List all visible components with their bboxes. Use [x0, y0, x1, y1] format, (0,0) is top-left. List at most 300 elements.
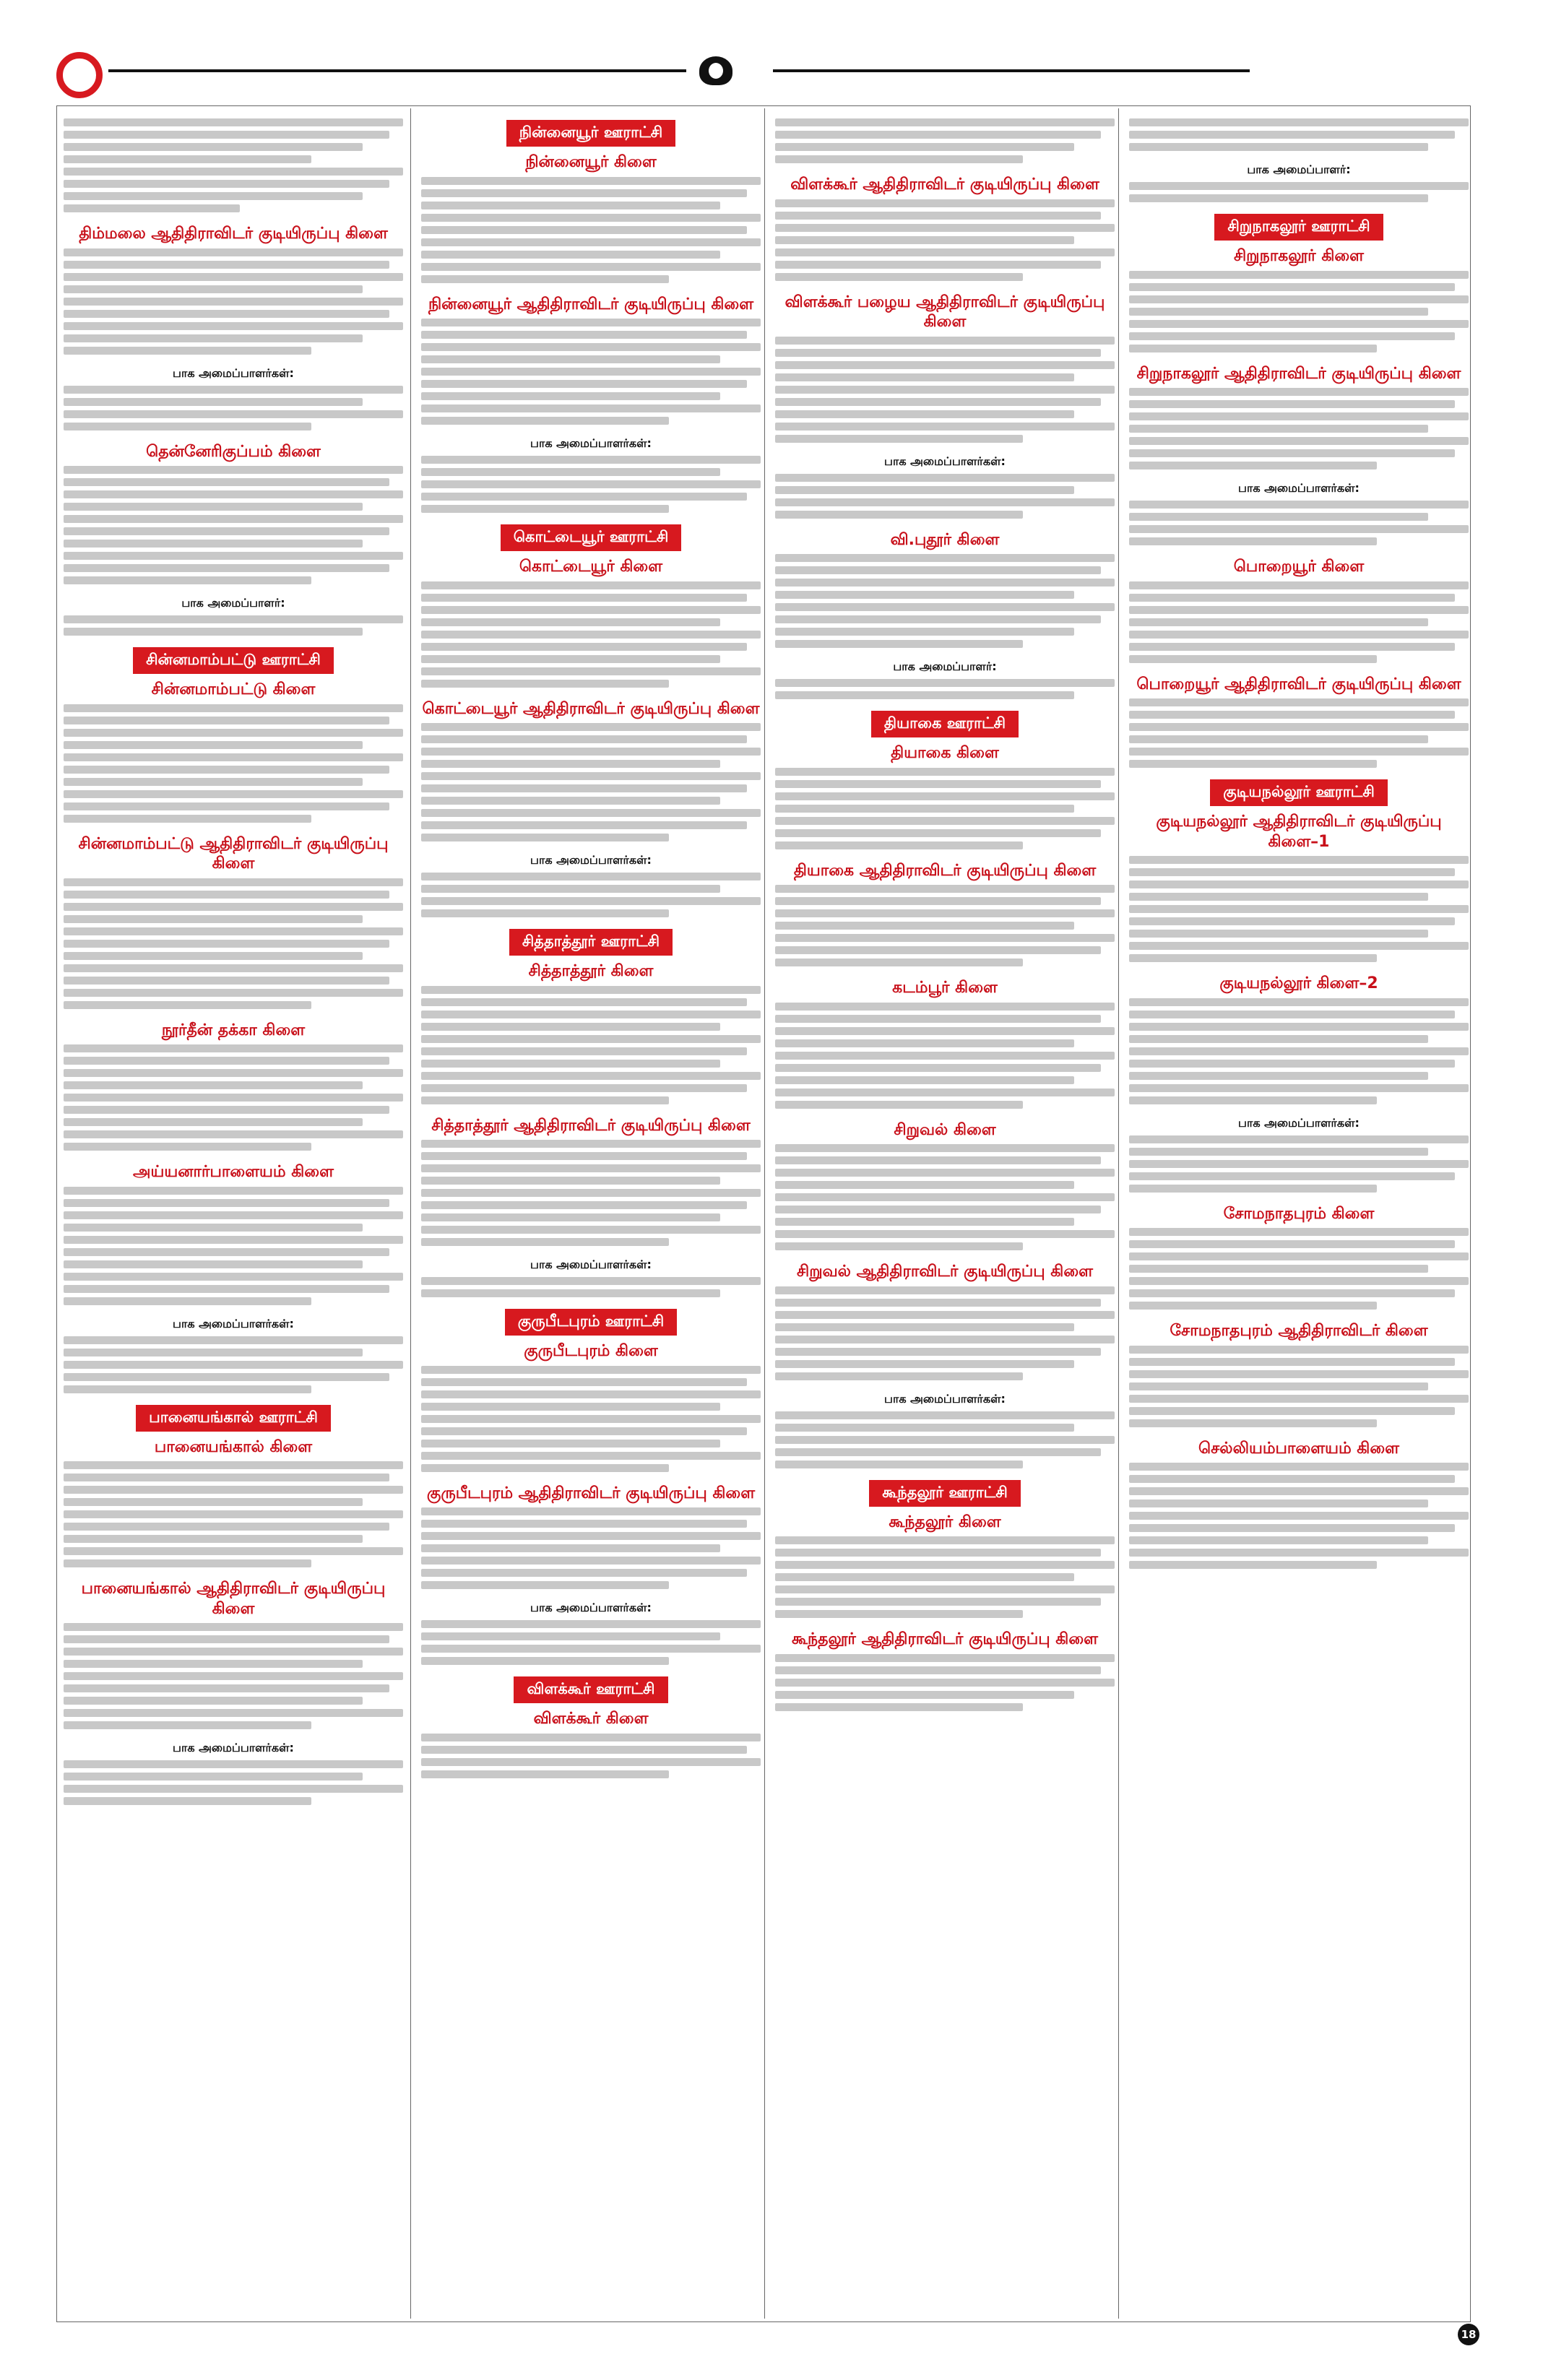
- text-line-placeholder: [775, 841, 1023, 849]
- text-line-placeholder: [1129, 1011, 1455, 1018]
- text-line-placeholder: [64, 180, 389, 188]
- text-line-placeholder: [1129, 1035, 1428, 1043]
- text-line-placeholder: [775, 1144, 1115, 1152]
- branch-heading: விளக்கூர் ஆதிதிராவிடர் குடியிருப்பு கிளை: [790, 176, 1099, 194]
- text-line-placeholder: [775, 1169, 1115, 1177]
- text-line-placeholder: [1129, 400, 1455, 408]
- section-block: [421, 1676, 761, 1778]
- panchayat-banner: கூந்தலூர் ஊராட்சி: [869, 1480, 1021, 1507]
- section-block: [1129, 557, 1469, 663]
- text-line-placeholder: [64, 285, 363, 293]
- branch-heading: நூர்தீன் தக்கா கிளை: [161, 1021, 306, 1039]
- text-line-placeholder: [1129, 631, 1469, 639]
- text-line-placeholder: [421, 643, 747, 651]
- branch-heading: கூந்தலூர் கிளை: [889, 1513, 1001, 1531]
- branch-heading: நின்னையூர் கிளை: [525, 153, 657, 171]
- text-line-placeholder: [1129, 1463, 1469, 1471]
- text-line-placeholder: [64, 515, 403, 523]
- text-line-placeholder: [775, 337, 1115, 345]
- text-line-placeholder: [1129, 1265, 1428, 1273]
- text-line-placeholder: [421, 368, 761, 376]
- masthead-rule-left: [108, 69, 686, 72]
- branch-heading: பொறையூர் கிளை: [1233, 558, 1365, 576]
- text-line-placeholder: [775, 897, 1101, 905]
- text-line-placeholder: [421, 1140, 761, 1148]
- text-line-placeholder: [421, 505, 669, 513]
- text-line-placeholder: [64, 1623, 403, 1631]
- section-block: [64, 1405, 403, 1568]
- text-line-placeholder: [421, 1213, 720, 1221]
- text-line-placeholder: [421, 1378, 747, 1386]
- section-block: [775, 978, 1115, 1109]
- section-label: பாக அமைப்பாளர்கள்:: [1238, 481, 1360, 495]
- text-line-placeholder: [1129, 118, 1469, 126]
- text-line-placeholder: [64, 564, 389, 572]
- text-line-placeholder: [421, 226, 747, 234]
- text-line-placeholder: [421, 468, 720, 476]
- text-line-placeholder: [64, 1211, 403, 1219]
- text-line-placeholder: [775, 1536, 1115, 1544]
- text-line-placeholder: [1129, 332, 1455, 340]
- branch-heading: வி.புதூர் கிளை: [890, 530, 1000, 549]
- text-line-placeholder: [775, 1027, 1115, 1035]
- text-line-placeholder: [1129, 1240, 1455, 1248]
- text-line-placeholder: [64, 1797, 311, 1805]
- text-line-placeholder: [1129, 525, 1469, 533]
- text-line-placeholder: [421, 618, 720, 626]
- section-block: [1129, 364, 1469, 470]
- text-line-placeholder: [64, 1474, 389, 1481]
- text-line-placeholder: [421, 680, 669, 688]
- branch-heading: சோமநாதபுரம் ஆதிதிராவிடர் கிளை: [1170, 1322, 1428, 1340]
- logo-ring-icon: [56, 52, 103, 98]
- branch-heading: சின்னமாம்பட்டு ஆதிதிராவிடர் குடியிருப்பு கிளை: [78, 834, 389, 873]
- text-line-placeholder: [421, 1201, 747, 1209]
- text-line-placeholder: [64, 131, 389, 139]
- text-line-placeholder: [64, 790, 403, 798]
- text-line-placeholder: [1129, 1302, 1377, 1310]
- text-line-placeholder: [1129, 1407, 1455, 1415]
- text-line-placeholder: [421, 998, 747, 1006]
- panchayat-banner: விளக்கூர் ஊராட்சி: [514, 1676, 667, 1703]
- text-line-placeholder: [1129, 1023, 1469, 1031]
- text-line-placeholder: [421, 760, 720, 768]
- text-line-placeholder: [64, 1461, 403, 1469]
- text-line-placeholder: [421, 748, 761, 756]
- text-line-placeholder: [1129, 735, 1428, 743]
- section-block: [775, 861, 1115, 967]
- text-line-placeholder: [775, 1003, 1115, 1011]
- text-line-placeholder: [775, 946, 1101, 954]
- text-line-placeholder: [775, 261, 1101, 269]
- text-line-placeholder: [775, 780, 1101, 788]
- text-line-placeholder: [775, 1242, 1023, 1250]
- text-line-placeholder: [1129, 194, 1428, 202]
- text-line-placeholder: [421, 986, 761, 994]
- text-line-placeholder: [1129, 1047, 1469, 1055]
- text-line-placeholder: [1129, 905, 1469, 913]
- branch-heading: பானையங்கால் கிளை: [154, 1437, 313, 1456]
- text-line-placeholder: [1129, 998, 1469, 1006]
- text-line-placeholder: [64, 1248, 389, 1256]
- text-line-placeholder: [64, 322, 403, 330]
- panchayat-banner: சின்னமாம்பட்டு ஊராட்சி: [133, 647, 334, 674]
- text-line-placeholder: [64, 1349, 363, 1356]
- text-line-placeholder: [421, 873, 761, 880]
- text-line-placeholder: [421, 1072, 761, 1080]
- text-line-placeholder: [64, 298, 403, 306]
- section-label: பாக அமைப்பாளர்கள்:: [884, 1391, 1006, 1406]
- text-line-placeholder: [64, 977, 389, 985]
- text-line-placeholder: [1129, 320, 1469, 328]
- text-line-placeholder: [64, 410, 403, 418]
- text-line-placeholder: [775, 1610, 1023, 1618]
- text-line-placeholder: [64, 1547, 403, 1555]
- branch-heading: தென்னேரிகுப்பம் கிளை: [146, 442, 321, 461]
- text-line-placeholder: [1129, 1382, 1428, 1390]
- text-line-placeholder: [64, 1773, 363, 1780]
- text-line-placeholder: [421, 1177, 720, 1185]
- text-line-placeholder: [421, 404, 761, 412]
- section-label: பாக அமைப்பாளர்:: [893, 659, 997, 673]
- text-line-placeholder: [421, 809, 761, 817]
- text-line-placeholder: [64, 1297, 311, 1305]
- text-line-placeholder: [421, 251, 720, 259]
- text-line-placeholder: [64, 261, 389, 269]
- section-block: [775, 1630, 1115, 1711]
- text-line-placeholder: [775, 1461, 1023, 1468]
- text-line-placeholder: [64, 802, 389, 810]
- text-line-placeholder: [421, 1507, 761, 1515]
- section-block: [64, 224, 403, 355]
- text-line-placeholder: [421, 1620, 761, 1628]
- text-line-placeholder: [64, 1635, 389, 1643]
- text-line-placeholder: [1129, 143, 1428, 151]
- text-line-placeholder: [775, 579, 1115, 587]
- text-line-placeholder: [421, 1023, 720, 1031]
- text-line-placeholder: [775, 1585, 1115, 1593]
- text-line-placeholder: [421, 834, 669, 841]
- section-block: [64, 1317, 403, 1393]
- section-block: [421, 524, 761, 688]
- column-divider: [1118, 108, 1119, 2319]
- panchayat-banner: நின்னையூர் ஊராட்சி: [506, 120, 676, 147]
- text-line-placeholder: [1129, 1160, 1469, 1168]
- text-line-placeholder: [421, 1238, 669, 1246]
- text-line-placeholder: [421, 1532, 761, 1540]
- text-line-placeholder: [64, 273, 403, 281]
- text-line-placeholder: [1129, 856, 1469, 864]
- text-line-placeholder: [1129, 1084, 1469, 1092]
- text-line-placeholder: [64, 1069, 403, 1077]
- text-line-placeholder: [1129, 1346, 1469, 1354]
- text-line-placeholder: [421, 1189, 761, 1197]
- text-line-placeholder: [775, 566, 1101, 574]
- text-line-placeholder: [64, 143, 363, 151]
- text-line-placeholder: [775, 1679, 1115, 1687]
- text-line-placeholder: [775, 1360, 1074, 1368]
- text-line-placeholder: [64, 1486, 403, 1494]
- text-line-placeholder: [64, 1199, 389, 1207]
- text-line-placeholder: [775, 1654, 1115, 1662]
- section-block: [421, 699, 761, 842]
- text-line-placeholder: [775, 1156, 1101, 1164]
- section-block: [1129, 1116, 1469, 1193]
- text-line-placeholder: [1129, 1228, 1469, 1236]
- text-line-placeholder: [421, 1544, 720, 1552]
- masthead: [0, 0, 1543, 108]
- text-line-placeholder: [775, 1323, 1074, 1331]
- text-line-placeholder: [1129, 748, 1469, 756]
- section-label: பாக அமைப்பாளர்கள்:: [530, 853, 652, 867]
- panchayat-banner: பானையங்கால் ஊராட்சி: [136, 1405, 331, 1432]
- text-line-placeholder: [1129, 581, 1469, 589]
- text-line-placeholder: [421, 202, 720, 209]
- text-line-placeholder: [64, 192, 363, 200]
- text-line-placeholder: [64, 704, 403, 712]
- text-line-placeholder: [64, 490, 403, 498]
- section-block: [1129, 1321, 1469, 1427]
- text-line-placeholder: [775, 1691, 1074, 1699]
- panchayat-banner: சிறுநாகலூர் ஊராட்சி: [1214, 214, 1383, 241]
- text-line-placeholder: [1129, 345, 1377, 352]
- text-line-placeholder: [421, 456, 761, 464]
- text-line-placeholder: [64, 1559, 311, 1567]
- text-line-placeholder: [421, 417, 669, 425]
- text-line-placeholder: [1129, 942, 1469, 950]
- text-line-placeholder: [775, 1015, 1101, 1023]
- text-line-placeholder: [421, 821, 747, 829]
- section-block: [1129, 974, 1469, 1104]
- text-line-placeholder: [64, 527, 389, 535]
- branch-heading: விளக்கூர் பழைய ஆதிதிராவிடர் குடியிருப்பு கிளை: [785, 293, 1105, 331]
- text-line-placeholder: [421, 1403, 720, 1411]
- text-line-placeholder: [64, 927, 403, 935]
- section-label: பாக அமைப்பாளர்கள்:: [173, 1316, 294, 1330]
- text-line-placeholder: [775, 1064, 1101, 1072]
- text-line-placeholder: [775, 1666, 1101, 1674]
- branch-heading: சின்னமாம்பட்டு கிளை: [151, 680, 316, 698]
- text-line-placeholder: [64, 1684, 389, 1692]
- text-line-placeholder: [64, 1697, 363, 1705]
- text-line-placeholder: [421, 343, 761, 351]
- text-line-placeholder: [775, 410, 1074, 418]
- text-line-placeholder: [64, 334, 363, 342]
- branch-heading: சிறுநாகலூர் ஆதிதிராவிடர் குடியிருப்பு கிளை: [1136, 364, 1461, 383]
- text-line-placeholder: [64, 753, 403, 761]
- section-block: [775, 1392, 1115, 1468]
- text-line-placeholder: [775, 1448, 1101, 1456]
- text-line-placeholder: [64, 778, 363, 786]
- column-divider: [410, 108, 411, 2319]
- text-line-placeholder: [64, 1187, 403, 1195]
- text-line-placeholder: [421, 594, 747, 602]
- text-line-placeholder: [64, 878, 403, 886]
- text-line-placeholder: [775, 224, 1115, 232]
- text-line-placeholder: [1129, 513, 1428, 521]
- text-line-placeholder: [1129, 501, 1469, 509]
- text-line-placeholder: [64, 1106, 389, 1114]
- article-column-3: [775, 114, 1115, 2310]
- text-line-placeholder: [775, 691, 1074, 699]
- section-label: பாக அமைப்பாளர்கள்:: [884, 454, 1006, 468]
- text-line-placeholder: [421, 631, 761, 639]
- text-line-placeholder: [421, 897, 761, 905]
- text-line-placeholder: [1129, 1096, 1377, 1104]
- text-line-placeholder: [775, 248, 1115, 256]
- text-line-placeholder: [1129, 283, 1455, 291]
- branch-heading: சிறுவல் கிளை: [894, 1120, 996, 1139]
- text-line-placeholder: [1129, 1419, 1377, 1427]
- text-line-placeholder: [1129, 1536, 1428, 1544]
- branch-heading: குருபீடபுரம் ஆதிதிராவிடர் குடியிருப்பு கிளை: [426, 1484, 756, 1502]
- text-line-placeholder: [775, 1436, 1115, 1444]
- branch-heading: திம்மலை ஆதிதிராவிடர் குடியிருப்பு கிளை: [79, 225, 388, 243]
- branch-heading: குருபீடபுரம் கிளை: [524, 1342, 658, 1360]
- text-line-placeholder: [64, 552, 403, 560]
- text-line-placeholder: [64, 540, 363, 548]
- branch-heading: செல்லியம்பாளையம் கிளை: [1198, 1439, 1399, 1458]
- text-line-placeholder: [775, 373, 1074, 381]
- section-block: [775, 1262, 1115, 1380]
- text-line-placeholder: [64, 155, 311, 163]
- text-line-placeholder: [775, 934, 1115, 942]
- text-line-placeholder: [775, 885, 1115, 893]
- text-line-placeholder: [775, 628, 1074, 636]
- text-line-placeholder: [64, 915, 363, 923]
- text-line-placeholder: [64, 1081, 363, 1089]
- text-line-placeholder: [775, 1311, 1115, 1319]
- text-line-placeholder: [64, 1001, 311, 1009]
- text-line-placeholder: [421, 1415, 761, 1423]
- text-line-placeholder: [64, 717, 389, 724]
- text-line-placeholder: [1129, 1475, 1455, 1483]
- text-line-placeholder: [64, 398, 363, 406]
- text-line-placeholder: [775, 1411, 1115, 1419]
- branch-heading: சிறுநாகலூர் கிளை: [1233, 247, 1365, 265]
- panchayat-banner: குருபீடபுரம் ஊராட்சி: [505, 1309, 677, 1336]
- text-line-placeholder: [421, 493, 747, 501]
- section-block: [775, 530, 1115, 649]
- branch-heading: கடம்பூர் கிளை: [892, 979, 998, 997]
- panchayat-banner: சித்தாத்தூர் ஊராட்சி: [509, 929, 673, 956]
- text-line-placeholder: [64, 1660, 363, 1668]
- text-line-placeholder: [1129, 1148, 1428, 1156]
- text-line-placeholder: [421, 1440, 720, 1448]
- text-line-placeholder: [775, 959, 1023, 966]
- branch-heading: குடியநல்லூர் ஆதிதிராவிடர் குடியிருப்பு கிளை–1: [1156, 813, 1442, 851]
- section-block: [64, 1741, 403, 1805]
- branch-heading: சிறுவல் ஆதிதிராவிடர் குடியிருப்பு கிளை: [796, 1263, 1094, 1281]
- section-block: [64, 834, 403, 1009]
- text-line-placeholder: [64, 386, 403, 394]
- section-block: [1129, 1204, 1469, 1310]
- section-block: [64, 442, 403, 585]
- section-block: [64, 596, 403, 636]
- text-line-placeholder: [64, 1648, 403, 1656]
- text-line-placeholder: [775, 1286, 1115, 1294]
- text-line-placeholder: [64, 423, 311, 430]
- text-line-placeholder: [64, 891, 389, 899]
- text-line-placeholder: [775, 922, 1074, 930]
- text-line-placeholder: [775, 273, 1023, 281]
- text-line-placeholder: [1129, 1487, 1469, 1495]
- text-line-placeholder: [421, 1226, 761, 1234]
- text-line-placeholder: [421, 1035, 761, 1043]
- text-line-placeholder: [64, 1361, 403, 1369]
- text-line-placeholder: [421, 1645, 761, 1653]
- text-line-placeholder: [421, 885, 720, 893]
- text-line-placeholder: [64, 1260, 363, 1268]
- text-line-placeholder: [775, 829, 1101, 837]
- section-block: [64, 647, 403, 823]
- text-line-placeholder: [421, 177, 761, 185]
- text-line-placeholder: [421, 1734, 761, 1741]
- text-line-placeholder: [64, 1224, 363, 1232]
- branch-heading: குடியநல்லூர் கிளை–2: [1219, 974, 1378, 992]
- text-line-placeholder: [421, 1289, 720, 1297]
- text-line-placeholder: [1129, 1072, 1428, 1080]
- text-line-placeholder: [421, 1464, 669, 1472]
- text-line-placeholder: [775, 805, 1074, 813]
- branch-heading: தியாகை ஆதிதிராவிடர் குடியிருப்பு கிளை: [793, 861, 1097, 880]
- text-line-placeholder: [64, 310, 389, 318]
- section-label: பாக அமைப்பாளர்:: [1247, 163, 1351, 176]
- text-line-placeholder: [775, 143, 1074, 151]
- section-block: [1129, 675, 1469, 769]
- text-line-placeholder: [775, 486, 1074, 494]
- text-line-placeholder: [421, 1011, 761, 1018]
- branch-heading: நின்னையூர் ஆதிதிராவிடர் குடியிருப்பு கிளை: [428, 295, 754, 313]
- text-line-placeholder: [1129, 537, 1377, 545]
- text-line-placeholder: [775, 386, 1115, 394]
- text-line-placeholder: [1129, 412, 1469, 420]
- text-line-placeholder: [1129, 618, 1428, 626]
- text-line-placeholder: [421, 1277, 761, 1285]
- section-block: [421, 1116, 761, 1247]
- text-line-placeholder: [64, 729, 403, 737]
- branch-heading: சித்தாத்தூர் கிளை: [528, 962, 654, 980]
- text-line-placeholder: [1129, 295, 1469, 303]
- text-line-placeholder: [421, 655, 720, 663]
- text-line-placeholder: [775, 1348, 1101, 1356]
- text-line-placeholder: [64, 1130, 403, 1138]
- text-line-placeholder: [1129, 1358, 1455, 1366]
- text-line-placeholder: [775, 640, 1023, 648]
- text-line-placeholder: [64, 1709, 403, 1717]
- text-line-placeholder: [421, 735, 747, 743]
- text-line-placeholder: [1129, 308, 1428, 316]
- section-block: [64, 366, 403, 430]
- page-number: 18: [1458, 2324, 1479, 2345]
- text-line-placeholder: [64, 952, 363, 960]
- text-line-placeholder: [421, 392, 720, 400]
- text-line-placeholder: [64, 1785, 403, 1793]
- section-block: [64, 1579, 403, 1729]
- section-block: [64, 1162, 403, 1305]
- text-line-placeholder: [775, 768, 1115, 776]
- text-line-placeholder: [64, 615, 403, 623]
- text-line-placeholder: [421, 1096, 669, 1104]
- text-line-placeholder: [775, 1336, 1115, 1343]
- text-line-placeholder: [1129, 1524, 1455, 1532]
- section-block: [421, 1484, 761, 1590]
- text-line-placeholder: [64, 964, 403, 972]
- text-line-placeholder: [421, 189, 747, 197]
- section-block: [775, 711, 1115, 849]
- branch-heading: சோமநாதபுரம் கிளை: [1223, 1204, 1375, 1223]
- text-line-placeholder: [421, 1047, 747, 1055]
